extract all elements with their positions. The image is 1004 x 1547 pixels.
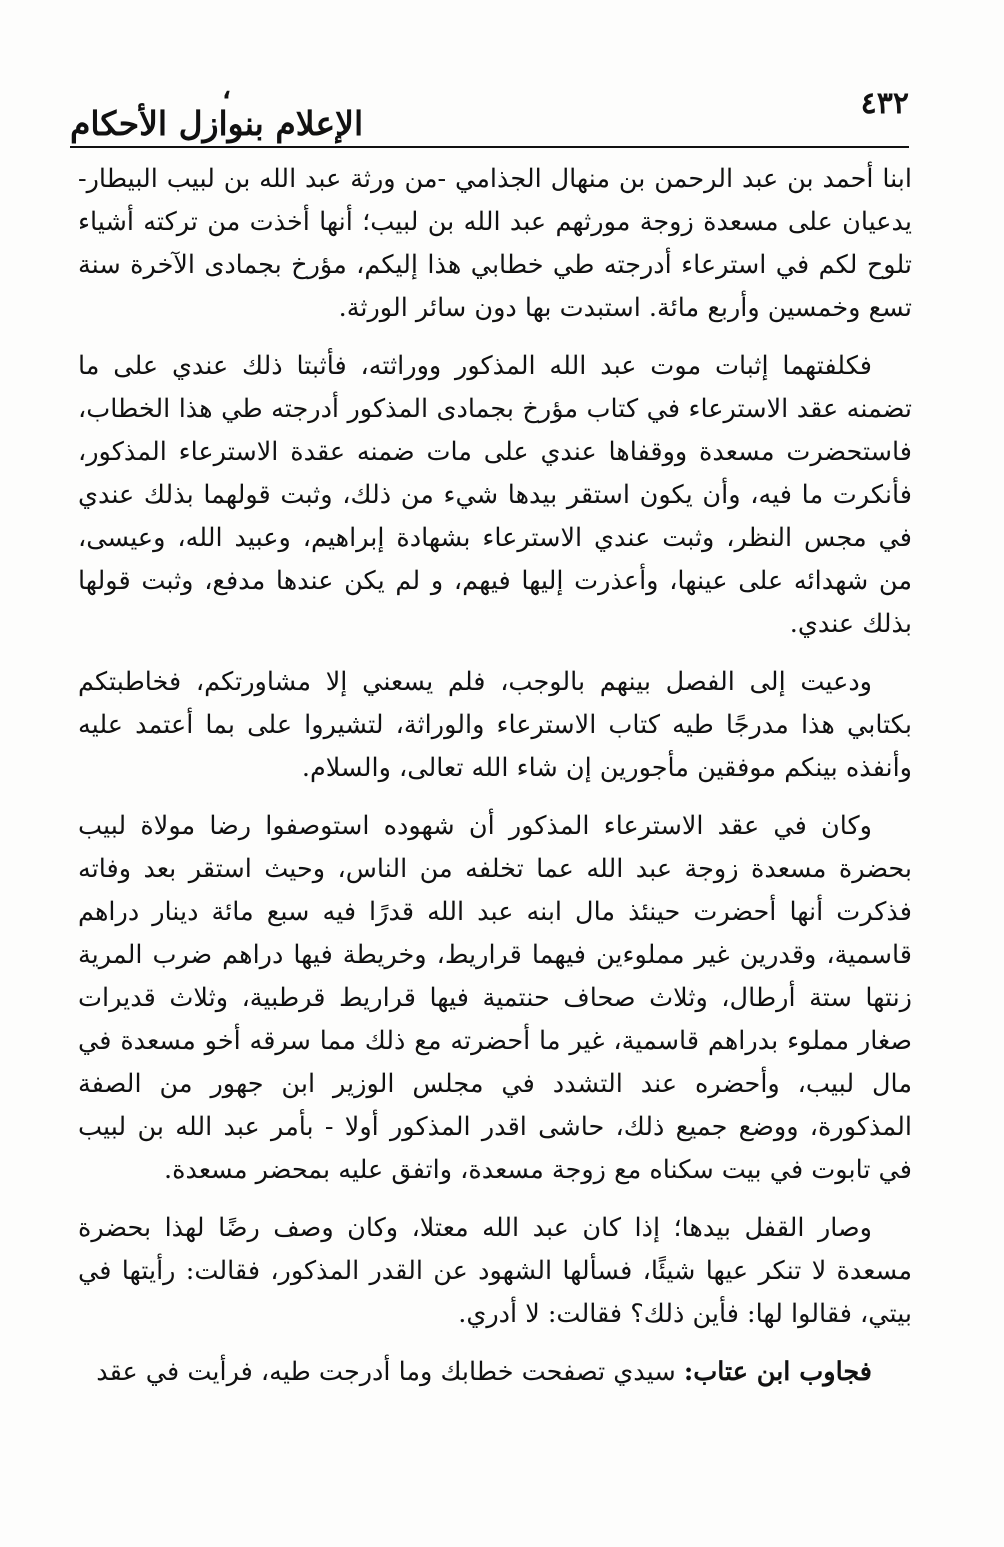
page-body	[78, 158, 912, 1409]
paragraph-2: فكلفتهما إثبات موت عبد الله المذكور ووراثته، فأثبتا ذلك عندي على ما تضمنه عقد الاسترعاء في كتاب مؤرخ بجمادى المذكور أدرجته طي هذا الخطاب، فاستحضرت مسعدة ووقفاها عندي على مات ضمنه عقدة الاسترعاء المذكور، فأنكرت ما فيه، وأن يكون استقر بيدها شيء من ذلك، وثبت قولهما بذلك عندي في مجس النظر، وثبت عندي الاسترعاء بشهادة إبراهيم، وعبيد الله، وعيسى، من شهدائه على عينها، وأعذرت إليها فيهم، و لم يكن عندها مدفع، وثبت قولها بذلك عندي.	[78, 351, 912, 639]
header-rule	[70, 146, 909, 148]
paragraph-4: وكان في عقد الاسترعاء المذكور أن شهوده استوصفوا رضا مولاة لبيب بحضرة مسعدة زوجة عبد الله عما تخلفه من الناس، وحيث استقر بعد وفاته فذكرت أنها أحضرت حينئذ مال ابنه عبد الله قدرًا فيه سبع مائة دينار دراهم قاسمية، وقدرين غير مملوءين فيهما قراريط، وخريطة فيها دراهم ضرب المرية زنتها ستة أرطال، وثلاث صحاف حنتمية فيها قراريط قرطبية، وثلاث قديرات صغار مملوء بدراهم قاسمية، غير ما أحضرته مع ذلك مما سرقه أخو مسعدة في مال لبيب، وأحضره عند التشدد في مجلس الوزير ابن جهور من الصفة المذكورة، ووضع جميع ذلك، حاشى اقدر المذكور أولا - بأمر عبد الله بن لبيب في تابوت في بيت سكناه مع زوجة مسعدة، واتفق عليه بمحضر مسعدة.	[78, 811, 912, 1185]
paragraph-3: ودعيت إلى الفصل بينهم بالوجب، فلم يسعني إلا مشاورتكم، فخاطبتكم بكتابي هذا مدرجًا طيه كتاب الاسترعاء والوراثة، لتشيروا على بما أعتمد عليه وأنفذه بينكم موفقين مأجورين إن شاء الله تعالى، والسلام.	[78, 667, 912, 783]
paragraph-6	[78, 1351, 912, 1394]
page-number: ٤٣٢	[860, 86, 909, 121]
speaker-label: فجاوب ابن عتاب:	[683, 1357, 872, 1387]
paragraph-5: وصار القفل بيدها؛ إذا كان عبد الله معتلا، وكان وصف رضًا لهذا بحضرة مسعدة لا تنكر عيها شيئًا، فسألها الشهود عن القدر المذكور، فقالت: رأيتها في بيتي، فقالوا لها: فأين ذلك؟ فقالت: لا أدري.	[78, 1213, 912, 1329]
paragraph-1: ابنا أحمد بن عبد الرحمن بن منهال الجذامي -من ورثة عبد الله بن لبيب البيطار- يدعيان على مسعدة زوجة مورثهم عبد الله بن لبيب؛ أنها أخذت من تركته أشياء تلوح لكم في استرعاء أدرجته طي خطابي هذا إليكم، مؤرخ بجمادى الآخرة سنة تسع وخمسين وأربع مائة. استبدت بها دون سائر الورثة.	[78, 164, 912, 323]
page-header	[70, 72, 909, 148]
running-title: الإعلام بنوازل الأحكام	[70, 104, 364, 143]
stray-mark: ،	[222, 72, 232, 105]
reply-text: سيدي تصفحت خطابك وما أدرجت طيه، فرأيت في عقد	[96, 1357, 676, 1387]
